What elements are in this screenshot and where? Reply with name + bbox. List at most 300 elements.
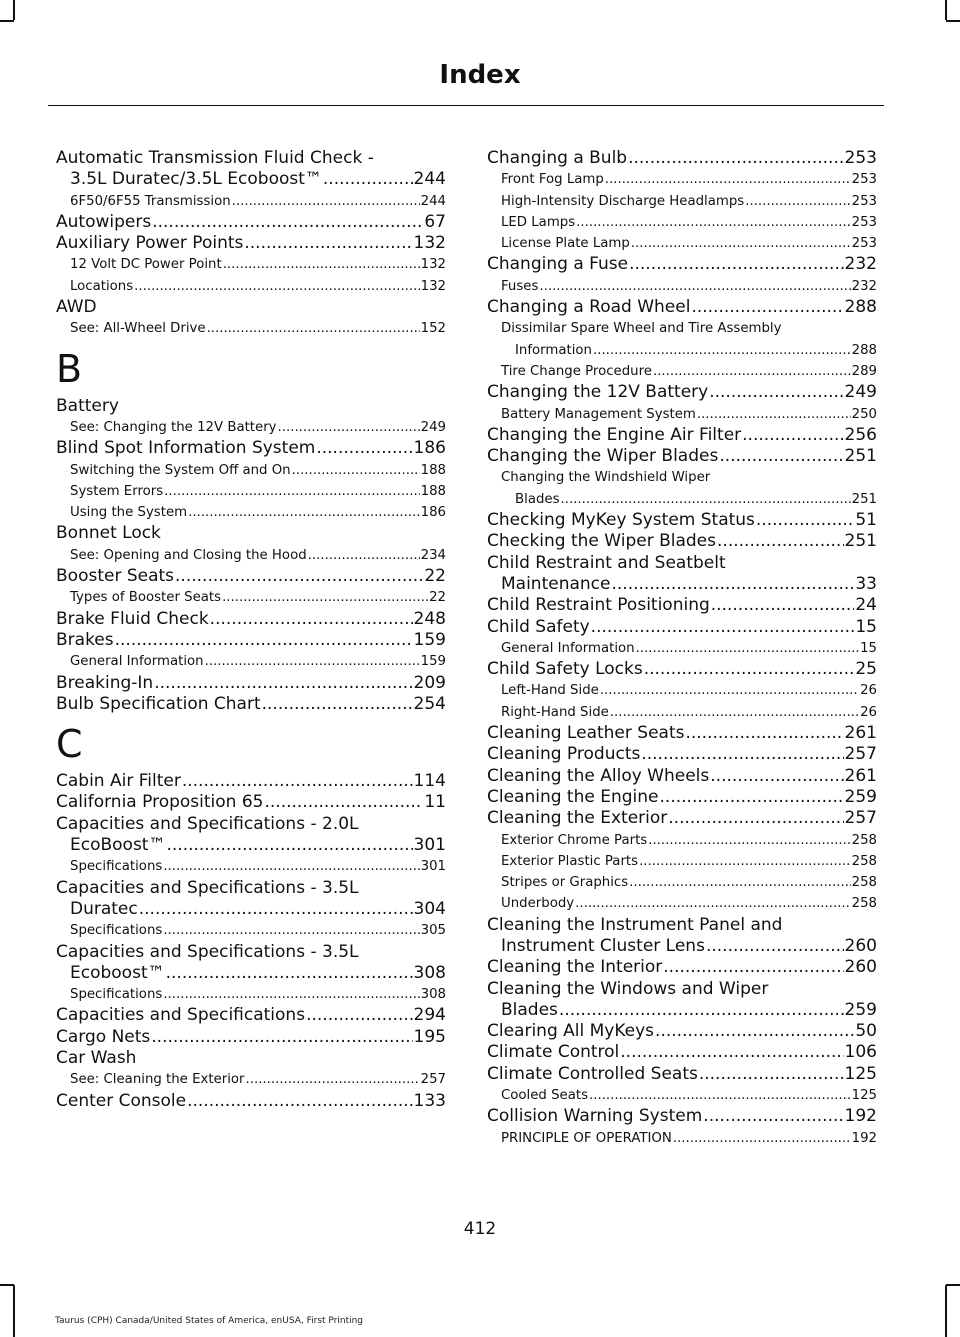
entry-text: AWD <box>56 297 97 318</box>
dot-leader <box>668 808 843 829</box>
entry-text: Ecoboost™ <box>70 962 165 983</box>
entry-line <box>70 502 446 523</box>
entry-page-number: 308 <box>420 987 446 1003</box>
entry-line <box>56 1027 446 1048</box>
entry-line <box>56 814 446 835</box>
entry-page-number: 232 <box>844 254 877 275</box>
entry-page-number: 159 <box>413 629 446 650</box>
entry-text: Cooled Seats <box>501 1088 589 1104</box>
dot-leader <box>576 212 850 233</box>
dot-leader <box>742 425 843 446</box>
index-entry[interactable] <box>487 148 877 169</box>
index-entry[interactable] <box>487 957 877 978</box>
index-entry[interactable] <box>56 771 446 792</box>
dot-leader <box>223 254 420 275</box>
entry-line <box>56 523 446 544</box>
index-entry[interactable] <box>487 297 877 318</box>
entry-page-number: 244 <box>413 169 446 190</box>
entry-line <box>501 893 877 914</box>
entry-text: Changing a Fuse <box>487 254 629 275</box>
entry-text: Locations <box>70 278 134 294</box>
entry-line <box>70 1069 446 1090</box>
page-number: 412 <box>463 1219 497 1239</box>
entry-text: Child Restraint Positioning <box>487 595 710 616</box>
entry-page-number: 258 <box>851 896 877 912</box>
entry-line <box>56 878 446 899</box>
index-entry[interactable] <box>487 659 877 680</box>
entry-line <box>487 425 877 446</box>
index-entry[interactable] <box>56 942 446 985</box>
index-subentry[interactable] <box>487 467 877 510</box>
index-entry[interactable] <box>56 673 446 694</box>
index-entry[interactable] <box>487 808 877 829</box>
entry-text: California Proposition 65 <box>56 792 264 813</box>
entry-page-number: 132 <box>420 257 446 273</box>
dot-leader <box>246 1069 420 1090</box>
index-entry[interactable] <box>487 1042 877 1063</box>
entry-text: General Information <box>70 654 204 670</box>
entry-page-number: 26 <box>860 704 877 720</box>
index-entry[interactable] <box>56 233 446 254</box>
entry-line <box>487 787 877 808</box>
entry-text: Child Safety Locks <box>487 659 643 680</box>
dot-leader <box>187 1091 412 1112</box>
dot-leader <box>756 510 854 531</box>
entry-line <box>487 617 877 638</box>
entry-page-number: 257 <box>420 1072 446 1088</box>
entry-line <box>56 169 446 190</box>
entry-text: Blades <box>515 491 560 507</box>
entry-text: Specifications <box>70 923 163 939</box>
entry-page-number: 301 <box>413 835 446 856</box>
dot-leader <box>655 1021 854 1042</box>
entry-line <box>501 212 877 233</box>
entry-page-number: 251 <box>851 491 877 507</box>
dot-leader <box>222 587 428 608</box>
index-entry[interactable] <box>487 1064 877 1085</box>
entry-text: Stripes or Graphics <box>501 875 629 891</box>
header-divider <box>48 105 884 106</box>
entry-text: Booster Seats <box>56 566 175 587</box>
dot-leader <box>278 417 420 438</box>
entry-text: Changing the Engine Air Filter <box>487 424 742 445</box>
index-subentry[interactable] <box>487 361 877 382</box>
index-subentry[interactable] <box>56 920 446 941</box>
index-entry[interactable] <box>56 438 446 459</box>
index-entry[interactable] <box>487 553 877 596</box>
entry-line <box>56 792 446 813</box>
entry-text: Blind Spot Information System <box>56 438 316 459</box>
entry-page-number: 192 <box>844 1106 877 1127</box>
entry-line <box>501 340 877 361</box>
entry-page-number: 253 <box>851 236 877 252</box>
index-subentry[interactable] <box>487 191 877 212</box>
entry-line <box>487 659 877 680</box>
entry-text: Clearing All MyKeys <box>487 1021 655 1042</box>
entry-text: Climate Controlled Seats <box>487 1063 698 1084</box>
entry-line <box>501 1085 877 1106</box>
index-entry[interactable] <box>56 630 446 651</box>
entry-text: See: Opening and Closing the Hood <box>70 547 307 563</box>
index-subentry[interactable] <box>56 856 446 877</box>
index-entry[interactable] <box>56 609 446 630</box>
entry-line <box>56 396 446 417</box>
entry-text: 6F50/6F55 Transmission <box>70 193 231 209</box>
index-subentry[interactable] <box>487 872 877 893</box>
dot-leader <box>207 318 420 339</box>
index-entry[interactable] <box>487 446 877 467</box>
entry-line <box>70 587 446 608</box>
entry-page-number: 260 <box>844 935 877 956</box>
index-entry[interactable] <box>487 744 877 765</box>
entry-page-number: 308 <box>413 962 446 983</box>
entry-line <box>70 460 446 481</box>
entry-line <box>70 920 446 941</box>
dot-leader <box>636 638 859 659</box>
entry-text: Cargo Nets <box>56 1026 151 1047</box>
index-subentry[interactable] <box>487 169 877 190</box>
entry-line <box>70 276 446 297</box>
entry-line <box>70 318 446 339</box>
index-entry[interactable] <box>56 1005 446 1026</box>
entry-line <box>487 595 877 616</box>
entry-page-number: 289 <box>851 363 877 379</box>
dot-leader <box>292 460 420 481</box>
index-subentry[interactable] <box>487 830 877 851</box>
entry-line <box>487 723 877 744</box>
entry-line <box>501 169 877 190</box>
dot-leader <box>685 723 843 744</box>
index-subentry[interactable] <box>56 417 446 438</box>
dot-leader <box>697 404 851 425</box>
entry-line <box>487 979 877 1000</box>
entry-line <box>501 489 877 510</box>
entry-text: Brakes <box>56 629 114 650</box>
index-entry[interactable] <box>56 814 446 857</box>
index-entry[interactable] <box>487 617 877 638</box>
dot-leader <box>205 651 420 672</box>
index-entry[interactable] <box>487 595 877 616</box>
index-entry[interactable] <box>56 792 446 813</box>
entry-text: LED Lamps <box>501 214 576 230</box>
index-subentry[interactable] <box>56 460 446 481</box>
dot-leader <box>644 659 855 680</box>
dot-leader <box>717 531 844 552</box>
dot-leader <box>139 899 413 920</box>
entry-page-number: 301 <box>420 859 446 875</box>
entry-line <box>56 212 446 233</box>
entry-page-number: 132 <box>420 278 446 294</box>
index-subentry[interactable] <box>487 702 877 723</box>
entry-text: Collision Warning System <box>487 1106 703 1127</box>
entry-text: Child Safety <box>487 616 590 637</box>
index-subentry[interactable] <box>487 233 877 254</box>
entry-page-number: 257 <box>844 744 877 765</box>
index-entry[interactable] <box>487 915 877 958</box>
entry-line <box>56 566 446 587</box>
entry-text: Climate Control <box>487 1042 620 1063</box>
entry-text: Cabin Air Filter <box>56 771 181 792</box>
index-entry[interactable] <box>56 148 446 191</box>
dot-leader <box>631 233 851 254</box>
entry-page-number: 288 <box>851 342 877 358</box>
entry-text: Bulb Specification Chart <box>56 693 261 714</box>
entry-line <box>501 318 877 339</box>
entry-line <box>487 382 877 403</box>
entry-text: Checking MyKey System Status <box>487 510 755 531</box>
entry-text: PRINCIPLE OF OPERATION <box>501 1130 672 1146</box>
entry-text: Exterior Plastic Parts <box>501 853 639 869</box>
index-subentry[interactable] <box>56 587 446 608</box>
dot-leader <box>115 630 413 651</box>
index-entry[interactable] <box>487 1106 877 1127</box>
dot-leader <box>691 297 843 318</box>
dot-leader <box>605 169 851 190</box>
entry-text: Right-Hand Side <box>501 704 609 720</box>
index-entry[interactable] <box>487 766 877 787</box>
entry-line <box>501 680 877 701</box>
entry-page-number: 133 <box>413 1090 446 1111</box>
entry-text: Capacities and Specifications - 3.5L <box>56 941 359 962</box>
dot-leader <box>610 702 859 723</box>
entry-page-number: 305 <box>420 923 446 939</box>
entry-page-number: 253 <box>851 193 877 209</box>
entry-line <box>501 872 877 893</box>
index-entry[interactable] <box>487 979 877 1022</box>
entry-text: Maintenance <box>501 573 611 594</box>
entry-line <box>56 694 446 715</box>
entry-line <box>56 1048 446 1069</box>
entry-page-number: 248 <box>413 608 446 629</box>
crop-mark <box>946 1284 960 1286</box>
index-subentry[interactable] <box>56 481 446 502</box>
entry-line <box>56 673 446 694</box>
index-entry[interactable] <box>56 694 446 715</box>
entry-text: Capacities and Specifications - 2.0L <box>56 813 359 834</box>
entry-text: Changing the Windshield Wiper <box>501 470 711 486</box>
entry-text: Cleaning Products <box>487 744 641 765</box>
entry-text: Fuses <box>501 278 539 294</box>
entry-text: Specifications <box>70 859 163 875</box>
dot-leader <box>323 169 413 190</box>
dot-leader <box>653 361 851 382</box>
dot-leader <box>629 872 850 893</box>
crop-mark <box>13 0 15 20</box>
entry-page-number: 234 <box>420 547 446 563</box>
index-subentry[interactable] <box>56 502 446 523</box>
entry-line <box>501 638 877 659</box>
index-subentry[interactable] <box>487 404 877 425</box>
entry-line <box>501 467 877 488</box>
entry-text: Front Fog Lamp <box>501 172 604 188</box>
section-letter: B <box>56 346 83 391</box>
entry-line <box>487 510 877 531</box>
index-entry[interactable] <box>487 787 877 808</box>
entry-page-number: 256 <box>844 424 877 445</box>
entry-line <box>487 1106 877 1127</box>
entry-text: Left-Hand Side <box>501 683 599 699</box>
entry-text: Brake Fluid Check <box>56 608 209 629</box>
index-subentry[interactable] <box>487 318 877 361</box>
index-subentry[interactable] <box>487 276 877 297</box>
entry-text: Changing a Road Wheel <box>487 297 691 318</box>
entry-text: General Information <box>501 640 635 656</box>
dot-leader <box>232 191 420 212</box>
index-entry[interactable] <box>56 1027 446 1048</box>
entry-page-number: 250 <box>851 406 877 422</box>
dot-leader <box>182 771 413 792</box>
entry-page-number: 26 <box>860 683 877 699</box>
entry-page-number: 258 <box>851 875 877 891</box>
entry-page-number: 188 <box>420 462 446 478</box>
entry-line <box>70 417 446 438</box>
index-entry[interactable] <box>487 1021 877 1042</box>
entry-text: 3.5L Duratec/3.5L Ecoboost™ <box>70 169 322 190</box>
entry-text: Tire Change Procedure <box>501 363 652 379</box>
entry-page-number: 195 <box>413 1026 446 1047</box>
entry-line <box>501 276 877 297</box>
index-subentry[interactable] <box>56 545 446 566</box>
entry-text: License Plate Lamp <box>501 236 630 252</box>
entry-line <box>487 254 877 275</box>
dot-leader <box>745 191 850 212</box>
entry-line <box>501 404 877 425</box>
index-entry[interactable] <box>56 566 446 587</box>
index-subentry[interactable] <box>487 638 877 659</box>
index-column-left <box>56 148 446 1112</box>
entry-line <box>487 531 877 552</box>
dot-leader <box>706 936 844 957</box>
dot-leader <box>308 545 420 566</box>
entry-line <box>501 1128 877 1149</box>
dot-leader <box>163 856 419 877</box>
entry-text: Cleaning Leather Seats <box>487 723 685 744</box>
dot-leader <box>719 446 843 467</box>
entry-page-number: 152 <box>420 321 446 337</box>
entry-text: See: Cleaning the Exterior <box>70 1072 245 1088</box>
entry-page-number: 11 <box>424 792 446 813</box>
entry-page-number: 24 <box>855 595 877 616</box>
entry-line <box>487 297 877 318</box>
dot-leader <box>660 787 844 808</box>
crop-mark <box>946 20 960 22</box>
dot-leader <box>262 694 413 715</box>
entry-page-number: 209 <box>413 672 446 693</box>
dot-leader <box>575 893 850 914</box>
entry-text: Switching the System Off and On <box>70 462 291 478</box>
dot-leader <box>591 617 855 638</box>
entry-page-number: 288 <box>844 297 877 318</box>
entry-line <box>487 1000 877 1021</box>
entry-line <box>487 1042 877 1063</box>
index-subentry[interactable] <box>56 191 446 212</box>
dot-leader <box>593 340 851 361</box>
entry-text: Cleaning the Windows and Wiper <box>487 978 769 999</box>
dot-leader <box>641 744 843 765</box>
entry-text: Using the System <box>70 505 188 521</box>
index-entry[interactable] <box>56 1091 446 1112</box>
entry-text: Underbody <box>501 896 575 912</box>
dot-leader <box>539 276 850 297</box>
entry-text: EcoBoost™ <box>70 835 166 856</box>
dot-leader <box>628 148 843 169</box>
entry-line <box>487 574 877 595</box>
entry-text: High-Intensity Discharge Headlamps <box>501 193 745 209</box>
entry-page-number: 159 <box>420 654 446 670</box>
dot-leader <box>639 851 851 872</box>
entry-page-number: 67 <box>424 211 446 232</box>
entry-line <box>56 963 446 984</box>
entry-page-number: 259 <box>844 999 877 1020</box>
entry-line <box>70 856 446 877</box>
dot-leader <box>264 792 423 813</box>
index-subentry[interactable] <box>56 984 446 1005</box>
index-subentry[interactable] <box>56 254 446 275</box>
dot-leader <box>152 212 423 233</box>
entry-text: Cleaning the Alloy Wheels <box>487 765 710 786</box>
index-entry[interactable] <box>487 254 877 275</box>
index-entry[interactable] <box>56 1048 446 1069</box>
dot-leader <box>316 438 412 459</box>
index-entry[interactable] <box>56 523 446 544</box>
index-subentry[interactable] <box>487 893 877 914</box>
index-subentry[interactable] <box>56 651 446 672</box>
entry-text: Exterior Chrome Parts <box>501 832 648 848</box>
index-entry[interactable] <box>487 425 877 446</box>
entry-page-number: 51 <box>855 510 877 531</box>
index-entry[interactable] <box>487 510 877 531</box>
index-subentry[interactable] <box>56 1069 446 1090</box>
index-entry[interactable] <box>487 531 877 552</box>
entry-line <box>487 915 877 936</box>
entry-page-number: 50 <box>855 1021 877 1042</box>
entry-text: Changing the Wiper Blades <box>487 446 719 467</box>
entry-line <box>70 651 446 672</box>
entry-text: Capacities and Specifications - 3.5L <box>56 877 359 898</box>
index-entry[interactable] <box>56 396 446 417</box>
index-subentry[interactable] <box>487 680 877 701</box>
entry-page-number: 258 <box>851 853 877 869</box>
dot-leader <box>151 1027 412 1048</box>
index-entry[interactable] <box>56 297 446 318</box>
dot-leader <box>589 1085 851 1106</box>
entry-page-number: 251 <box>844 531 877 552</box>
crop-mark <box>0 20 14 22</box>
dot-leader <box>663 957 843 978</box>
index-subentry[interactable] <box>487 1128 877 1149</box>
entry-line <box>56 1091 446 1112</box>
entry-page-number: 132 <box>413 233 446 254</box>
index-entry[interactable] <box>56 878 446 921</box>
index-entry[interactable] <box>487 382 877 403</box>
dot-leader <box>559 1000 844 1021</box>
entry-page-number: 188 <box>420 483 446 499</box>
index-subentry[interactable] <box>56 318 446 339</box>
index-subentry[interactable] <box>487 1085 877 1106</box>
entry-line <box>56 297 446 318</box>
entry-line <box>501 233 877 254</box>
entry-line <box>487 766 877 787</box>
index-subentry[interactable] <box>56 276 446 297</box>
index-entry[interactable] <box>56 212 446 233</box>
index-entry[interactable] <box>487 723 877 744</box>
index-subentry[interactable] <box>487 851 877 872</box>
index-subentry[interactable] <box>487 212 877 233</box>
dot-leader <box>673 1128 851 1149</box>
entry-page-number: 22 <box>429 590 446 606</box>
entry-page-number: 25 <box>855 659 877 680</box>
footer-text: Taurus (CPH) Canada/United States of America, enUSA, First Printing <box>55 1316 364 1326</box>
